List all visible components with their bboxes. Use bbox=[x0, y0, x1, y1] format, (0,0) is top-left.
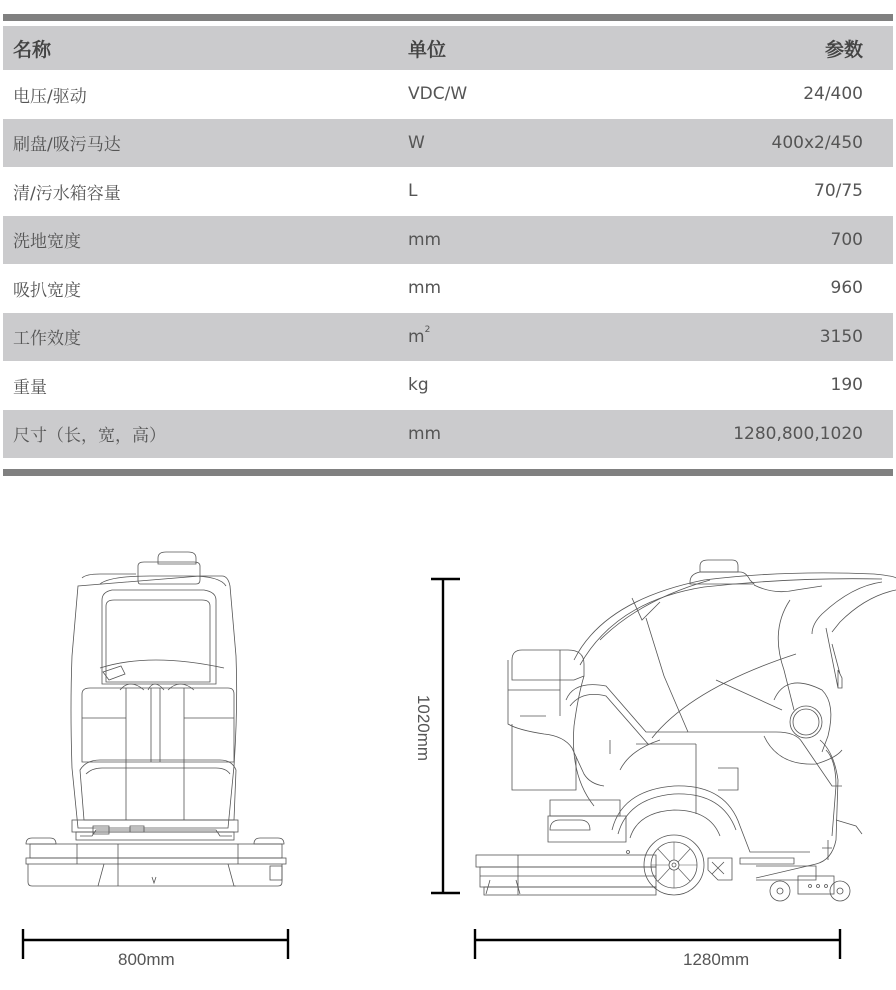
row-value: 400x2/450 bbox=[771, 132, 863, 153]
row-name: 洗地宽度 bbox=[13, 232, 81, 253]
front-width-label: 800mm bbox=[118, 950, 175, 969]
side-height-label: 1020mm bbox=[414, 694, 433, 762]
front-view-drawing bbox=[26, 552, 286, 886]
row-value: 190 bbox=[830, 375, 863, 396]
row-value: 3150 bbox=[819, 326, 863, 347]
header-name: 名称 bbox=[13, 38, 52, 61]
table-top-border bbox=[3, 14, 893, 21]
row-name: 电压/驱动 bbox=[13, 86, 87, 107]
side-length-dimension bbox=[475, 929, 840, 959]
row-name: 刷盘/吸污马达 bbox=[13, 135, 121, 156]
row-value: 70/75 bbox=[814, 181, 863, 202]
table-row bbox=[3, 361, 893, 410]
unit-superscript: 2 bbox=[424, 324, 431, 335]
side-height-dimension bbox=[431, 579, 460, 893]
row-name: 工作效度 bbox=[13, 329, 81, 350]
side-length-label: 1280mm bbox=[683, 950, 750, 969]
row-value: 1280,800,1020 bbox=[733, 423, 863, 444]
row-unit: kg bbox=[408, 375, 429, 396]
row-unit: W bbox=[408, 132, 425, 153]
table-row bbox=[3, 70, 893, 119]
table-row bbox=[3, 410, 893, 459]
table-row bbox=[3, 167, 893, 216]
row-name: 吸扒宽度 bbox=[13, 280, 81, 301]
table-row bbox=[3, 313, 893, 362]
row-unit bbox=[408, 324, 431, 347]
row-value: 24/400 bbox=[803, 84, 863, 105]
row-name: 尺寸（长，宽，高） bbox=[13, 426, 166, 447]
machine-drawings bbox=[0, 480, 896, 986]
header-unit: 单位 bbox=[408, 38, 447, 61]
row-unit: mm bbox=[408, 278, 442, 299]
unit-base: m bbox=[408, 326, 425, 347]
table-header-row bbox=[3, 26, 893, 70]
spec-table bbox=[3, 26, 893, 458]
table-row bbox=[3, 264, 893, 313]
row-name: 重量 bbox=[13, 377, 47, 398]
row-unit: mm bbox=[408, 423, 442, 444]
row-unit: VDC/W bbox=[408, 84, 468, 105]
row-value: 700 bbox=[830, 229, 863, 250]
header-value: 参数 bbox=[824, 38, 863, 61]
row-value: 960 bbox=[830, 278, 863, 299]
table-bottom-border bbox=[3, 469, 893, 476]
table-row bbox=[3, 119, 893, 168]
side-view-drawing bbox=[476, 560, 896, 901]
row-unit: L bbox=[408, 181, 418, 202]
row-name: 清/污水箱容量 bbox=[13, 183, 121, 204]
table-row bbox=[3, 216, 893, 265]
technical-drawing bbox=[0, 480, 896, 986]
row-unit: mm bbox=[408, 229, 442, 250]
